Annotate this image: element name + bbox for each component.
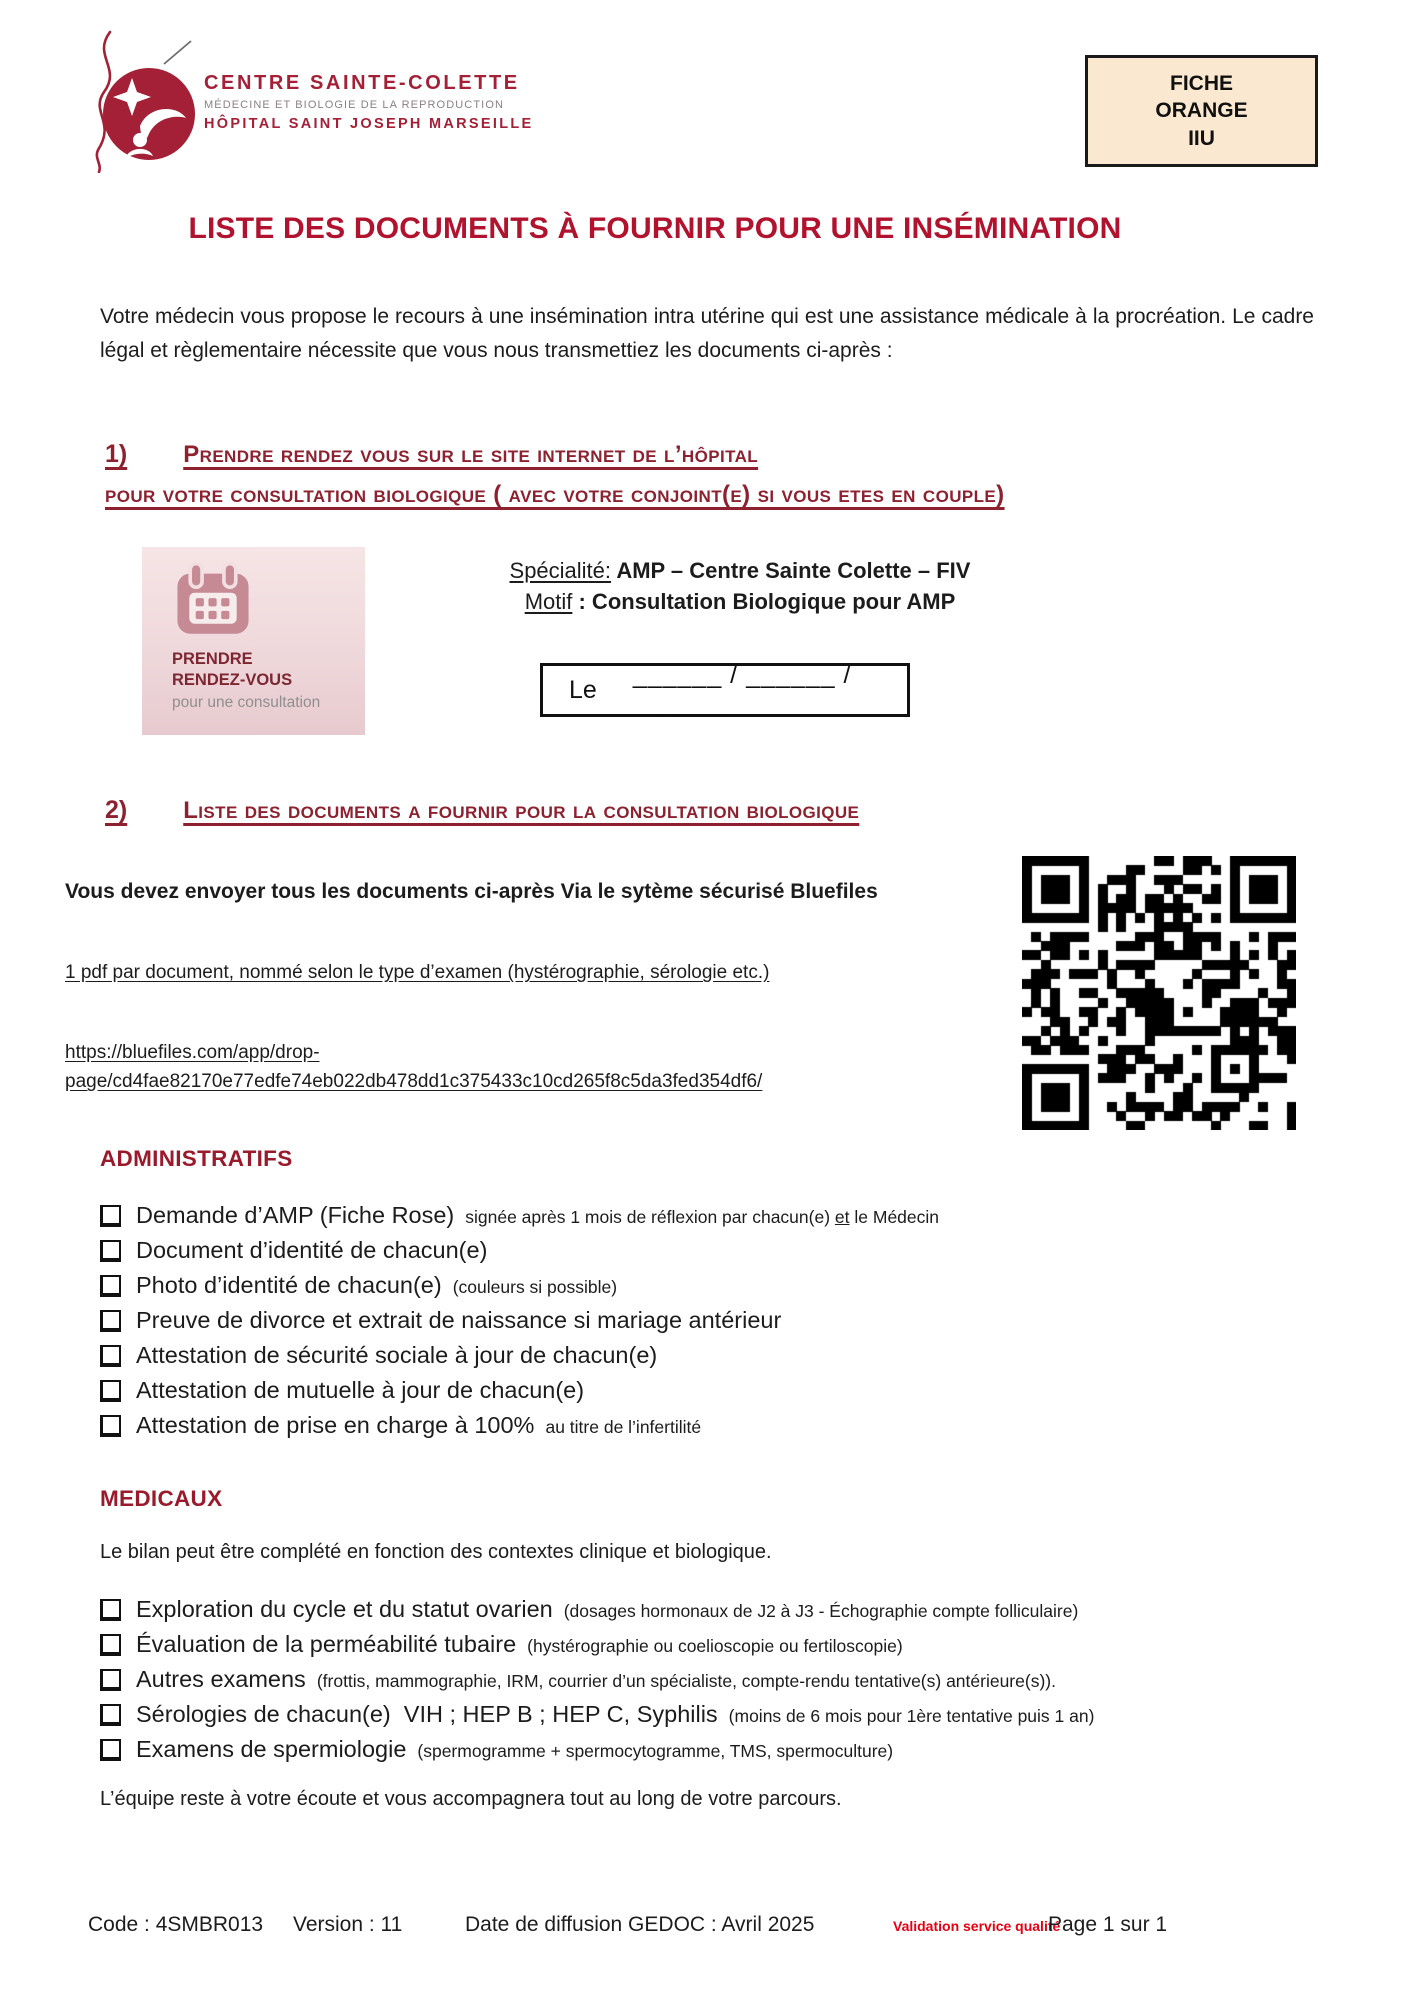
date-blanks: ______ / ______ / ______ (632, 661, 852, 718)
clinic-subtitle: MÉDECINE ET BIOLOGIE DE LA REPRODUCTION (204, 99, 505, 111)
admin-checklist (100, 1202, 1400, 1447)
checklist-item-note: (moins de 6 mois pour 1ère tentative puis 1 an) (728, 1706, 1095, 1726)
intro-paragraph: Votre médecin vous propose le recours à une insémination intra utérine qui est une assistance médicale à la procréation. Le cadre légal et règlementaire nécessite que vous nous transmettiez les documents ci-après : (100, 305, 1314, 362)
appointment-button[interactable] (142, 547, 365, 735)
clinic-logo-text (204, 28, 534, 132)
section-2-title: Liste des documents a fournir pour la consultation biologique (183, 797, 860, 824)
document-footer (0, 1913, 1414, 1953)
checkbox-icon[interactable] (100, 1599, 121, 1621)
checklist-item-label: Exploration du cycle et du statut ovarien (136, 1596, 553, 1622)
checklist-item-label: Évaluation de la perméabilité tubaire (136, 1631, 517, 1657)
checklist-item (100, 1736, 1400, 1763)
checklist-item-note: (hystérographie ou coelioscopie ou fertiloscopie) (527, 1636, 903, 1656)
checklist-item (100, 1412, 1400, 1439)
checklist-item-note: signée après 1 mois de réflexion par chacun(e) et le Médecin (465, 1207, 940, 1227)
page-title: LISTE DES DOCUMENTS À FOURNIR POUR UNE INSÉMINATION (188, 212, 1122, 245)
checkbox-icon[interactable] (100, 1739, 121, 1761)
checklist-item-label: Document d’identité de chacun(e) (136, 1237, 488, 1263)
checklist-item (100, 1202, 1400, 1229)
calendar-icon (172, 559, 254, 641)
checklist-item-note: au titre de l’infertilité (545, 1417, 702, 1437)
checkbox-icon[interactable] (100, 1669, 121, 1691)
section-2-number: 2) (105, 796, 128, 824)
footer-diffusion-date: Date de diffusion GEDOC : Avril 2025 (465, 1913, 815, 1936)
appointment-button-title: PRENDRE RENDEZ-VOUS (172, 650, 293, 690)
checkbox-icon[interactable] (100, 1380, 121, 1402)
footer-version: Version : 11 (293, 1913, 403, 1936)
badge-line: ORANGE (1155, 99, 1248, 123)
checklist-item-label: Attestation de sécurité sociale à jour de chacun(e) (136, 1342, 658, 1368)
checkbox-icon[interactable] (100, 1415, 121, 1437)
clinic-name: CENTRE SAINTE-COLETTE (204, 72, 520, 94)
medical-intro: Le bilan peut être complété en fonction des contextes clinique et biologique. (100, 1541, 772, 1563)
bluefiles-link-line1[interactable]: https://bluefiles.com/app/drop- (65, 1042, 320, 1063)
motif-value: : Consultation Biologique pour AMP (572, 588, 956, 614)
checklist-item (100, 1631, 1400, 1658)
clinic-logo (52, 28, 534, 173)
hospital-name: HÔPITAL SAINT JOSEPH MARSEILLE (204, 116, 534, 132)
specialty-label: Spécialité: (509, 558, 612, 583)
footer-code: Code : 4SMBR013 (88, 1913, 264, 1936)
checklist-item-label: Demande d’AMP (Fiche Rose) (136, 1202, 455, 1228)
checkbox-icon[interactable] (100, 1704, 121, 1726)
date-prefix: Le (569, 675, 597, 704)
bluefiles-instruction: Vous devez envoyer tous les documents ci-après Via le sytème sécurisé Bluefiles (65, 880, 878, 903)
footer-page-number: Page 1 sur 1 (1048, 1913, 1168, 1936)
section-1-heading (105, 440, 1005, 509)
date-field (540, 663, 910, 717)
checklist-item (100, 1237, 1400, 1264)
checkbox-icon[interactable] (100, 1634, 121, 1656)
motif-line (420, 587, 1060, 618)
checkbox-icon[interactable] (100, 1310, 121, 1332)
checklist-item-label: Autres examens (136, 1666, 306, 1692)
checklist-item (100, 1272, 1400, 1299)
checklist-item-note: (dosages hormonaux de J2 à J3 - Échographie compte folliculaire) (563, 1601, 1079, 1621)
specialty-block (420, 556, 1060, 618)
checklist-item (100, 1596, 1400, 1623)
checklist-item-label: Sérologies de chacun(e) VIH ; HEP B ; HEP C, Syphilis (136, 1701, 718, 1727)
bluefiles-link-line2[interactable]: page/cd4fae82170e77edfe74eb022db478dd1c375433c10cd265f8c5da3fed354df6/ (65, 1071, 763, 1093)
checkbox-icon[interactable] (100, 1345, 121, 1367)
specialty-value: AMP – Centre Sainte Colette – FIV (611, 558, 971, 583)
motif-label: Motif (524, 588, 573, 614)
closing-line: L’équipe reste à votre écoute et vous accompagnera tout au long de votre parcours. (100, 1788, 842, 1810)
medical-checklist (100, 1596, 1400, 1771)
checklist-item (100, 1342, 1400, 1369)
checklist-item-label: Attestation de mutuelle à jour de chacun(e) (136, 1377, 585, 1403)
medical-section-heading: MEDICAUX (100, 1486, 223, 1511)
checklist-item-note: (couleurs si possible) (452, 1277, 618, 1297)
checklist-item-note: (frottis, mammographie, IRM, courrier d’un spécialiste, compte-rendu tentative(s) antérieure(s)). (316, 1671, 1056, 1691)
checklist-item-label: Attestation de prise en charge à 100% (136, 1412, 535, 1438)
checklist-item (100, 1377, 1400, 1404)
pdf-naming-instruction: 1 pdf par document, nommé selon le type d’examen (hystérographie, sérologie etc.) (65, 962, 770, 983)
checklist-item (100, 1307, 1400, 1334)
clinic-logo-emblem-icon (52, 28, 202, 173)
checklist-item (100, 1666, 1400, 1693)
section-1-title: Prendre rendez vous sur le site internet de l’hôpital (183, 441, 759, 468)
qr-code (1022, 856, 1296, 1130)
specialty-line (420, 556, 1060, 587)
fiche-orange-badge (1085, 55, 1318, 167)
checklist-item-note: (spermogramme + spermocytogramme, TMS, spermoculture) (417, 1741, 894, 1761)
appointment-button-subtitle: pour une consultation (172, 693, 321, 711)
footer-validation: Validation service qualité (893, 1918, 1061, 1934)
checkbox-icon[interactable] (100, 1240, 121, 1262)
checklist-item-label: Examens de spermiologie (136, 1736, 407, 1762)
section-1-number: 1) (105, 440, 128, 468)
checklist-item (100, 1701, 1400, 1728)
admin-section-heading: ADMINISTRATIFS (100, 1146, 293, 1171)
section-1-subtitle: pour votre consultation biologique ( avec votre conjoint(e) si vous etes en couple) (105, 481, 1005, 508)
checkbox-icon[interactable] (100, 1205, 121, 1227)
checklist-item-label: Preuve de divorce et extrait de naissance si mariage antérieur (136, 1307, 782, 1333)
badge-line: IIU (1188, 126, 1215, 150)
section-2-heading (105, 796, 859, 825)
badge-line: FICHE (1170, 72, 1233, 96)
checkbox-icon[interactable] (100, 1275, 121, 1297)
bluefiles-link[interactable] (65, 1038, 845, 1097)
checklist-item-label: Photo d’identité de chacun(e) (136, 1272, 442, 1298)
